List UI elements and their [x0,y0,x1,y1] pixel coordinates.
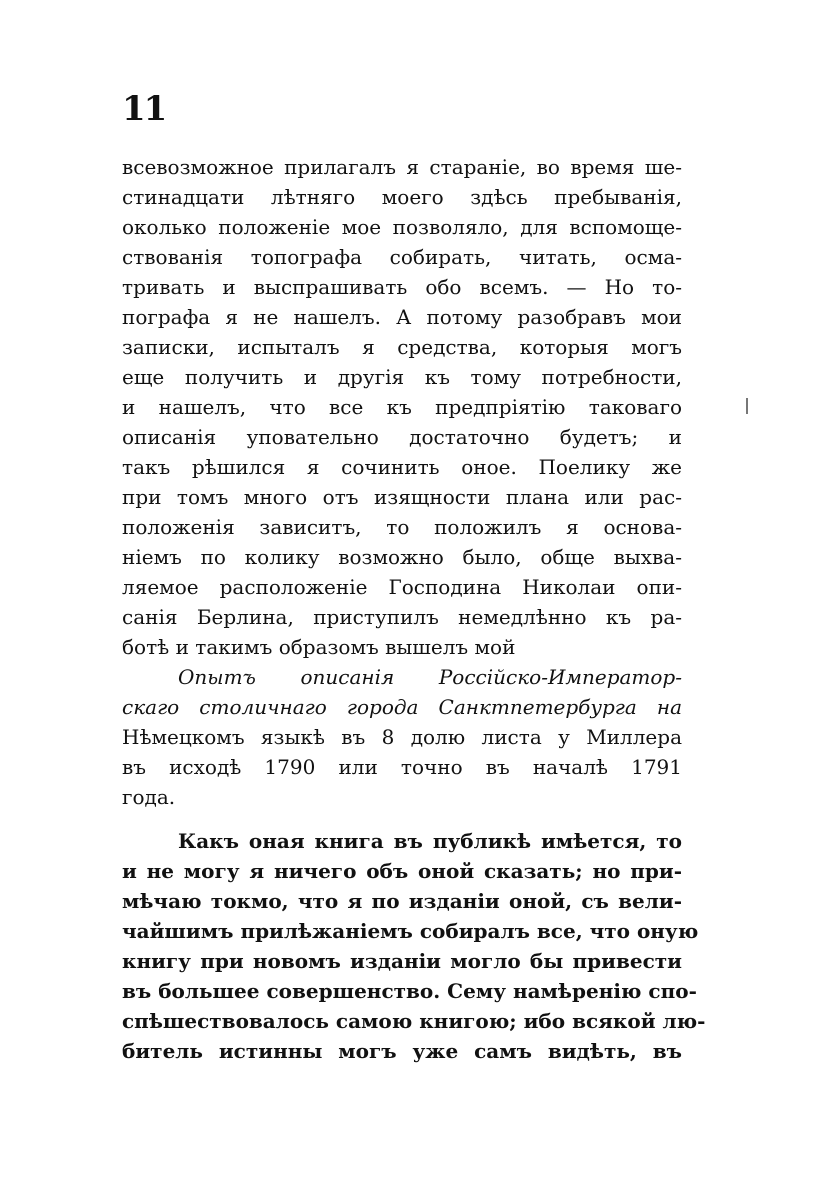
text-line: ботѣ и такимъ образомъ вышелъ мой [122,635,516,659]
page-number: 11 [122,89,166,129]
text-line: при томъ много отъ изящности плана или рас- [122,485,682,509]
text-line: ніемъ по колику возможно было, обще выхва- [122,545,682,569]
text-line: битель истинны могъ уже самъ видѣть, въ [122,1039,682,1063]
text-line: еще получить и другія къ тому потребности, [122,365,682,389]
text-line: ляемое расположеніе Господина Николаи опи- [122,575,682,599]
text-line: стинадцати лѣтняго моего здѣсь пребыванія, [122,185,682,209]
text-line: записки, испыталъ я средства, которыя могъ [122,335,682,359]
text-line: всевозможное прилагалъ я стараніе, во время ше- [122,155,682,179]
text-line: пографа я не нашелъ. А потому разобравъ мои [122,305,682,329]
text-line: такъ рѣшился я сочинить оное. Поелику же [122,455,682,479]
text-line: мѣчаю токмо, что я по изданіи оной, съ вели- [122,889,682,913]
text-line: околько положеніе мое позволяло, для вспомоще- [122,215,682,239]
text-line: въ большее совершенство. Сему намѣренію спо- [122,979,697,1003]
text-line: и нашелъ, что все къ предпріятію таковаго [122,395,682,419]
text-line: положенія зависитъ, то положилъ я основа- [122,515,682,539]
text-line: тривать и выспрашивать обо всемъ. — Но то- [122,275,682,299]
book-title-line: Опытъ описанія Россійско-Император- [178,665,682,689]
text-line: Какъ оная книга въ публикѣ имѣется, то [178,829,682,853]
text-line: ствованія топографа собирать, читать, осма- [122,245,682,269]
text-line: чайшимъ прилѣжаніемъ собиралъ все, что оную [122,919,699,943]
body-text [122,152,706,1066]
text-line: года. [122,785,176,809]
margin-mark [746,398,748,414]
text-line: спѣшествовалось самою книгою; ибо всякой лю- [122,1009,706,1033]
paragraph-gap [122,812,682,826]
text-line: описанія уповательно достаточно будетъ; и [122,425,682,449]
text-line: и не могу я ничего объ оной сказать; но при- [122,859,682,883]
text-line: въ исходѣ 1790 или точно въ началѣ 1791 [122,755,682,779]
text-line: книгу при новомъ изданіи могло бы привести [122,949,682,973]
book-title-line: скаго столичнаго города Санктпетербурга на [122,695,682,719]
text-line: санія Берлина, приступилъ немедлѣнно къ ра- [122,605,682,629]
text-line: Нѣмецкомъ языкѣ въ 8 долю листа у Миллера [122,725,682,749]
